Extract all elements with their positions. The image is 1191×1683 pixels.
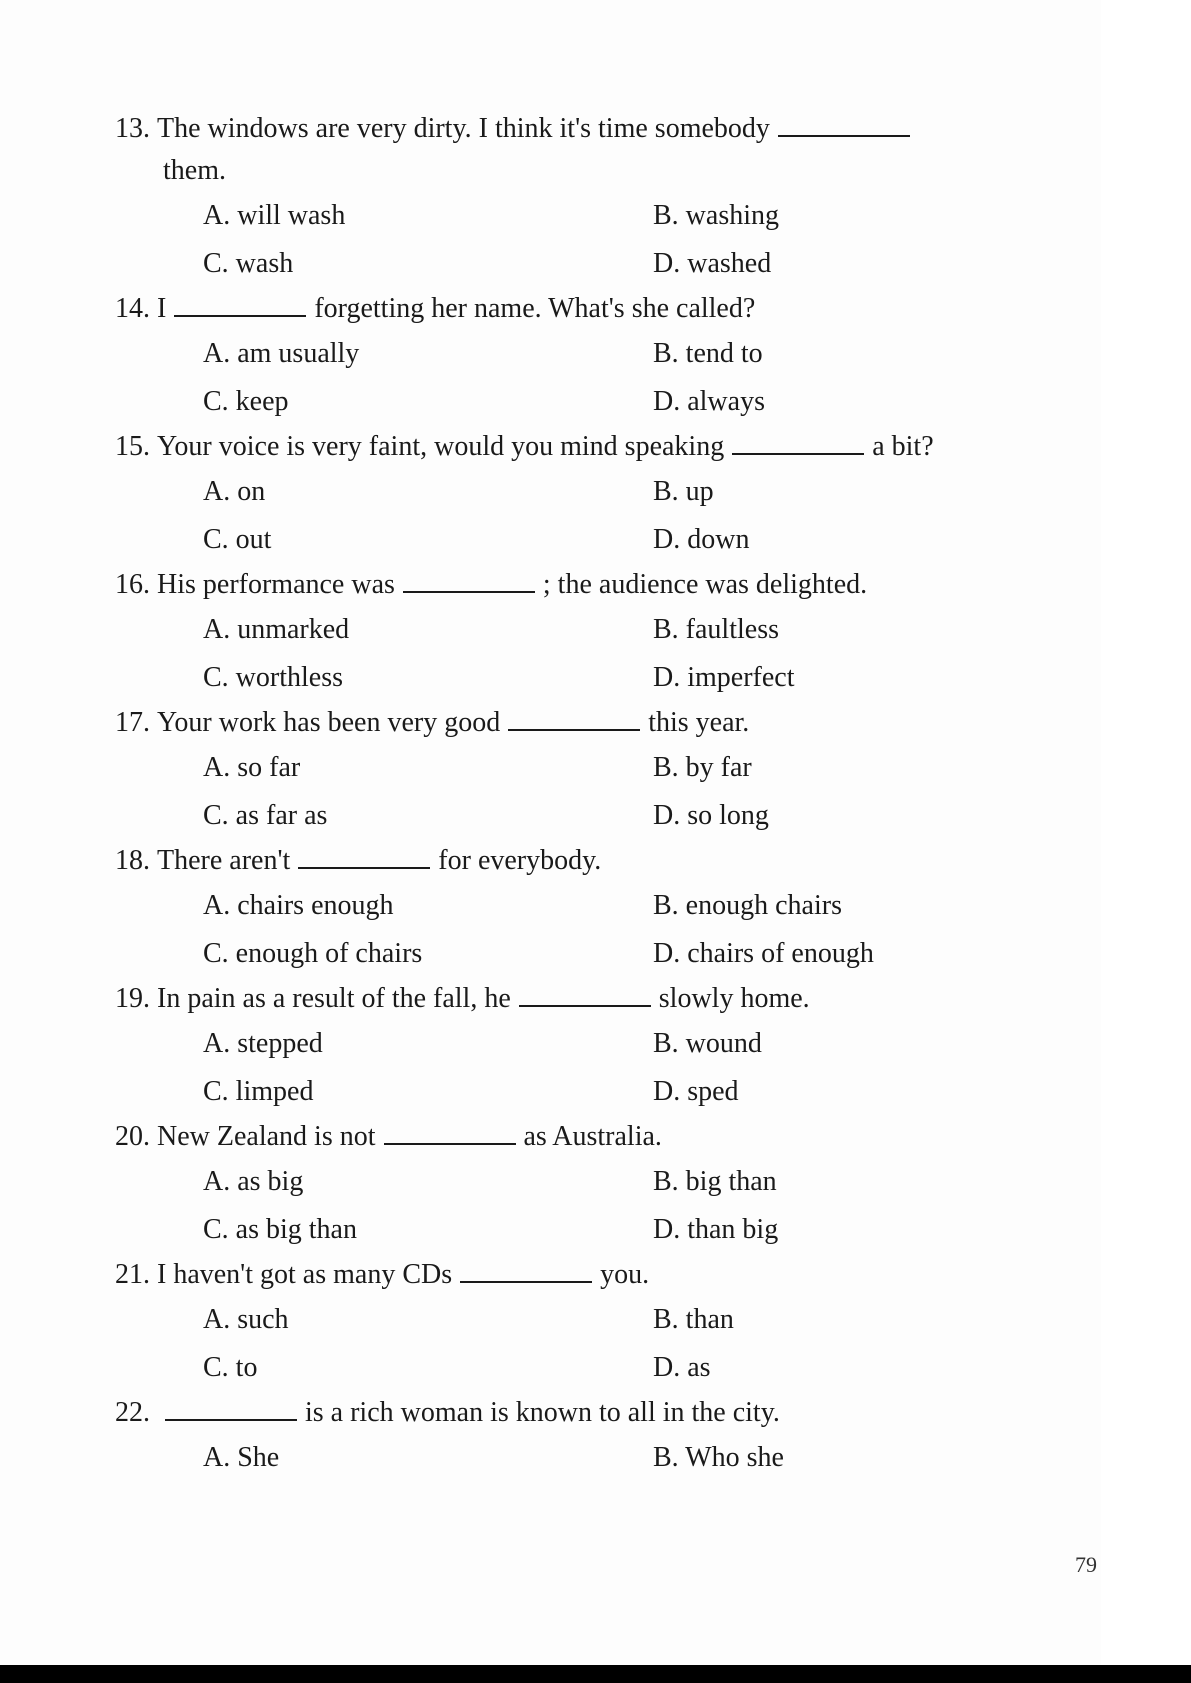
answer-option: A. such: [203, 1304, 289, 1335]
question-stem: [115, 426, 1095, 468]
question-item: [115, 426, 1095, 564]
answer-option: D. as: [653, 1352, 711, 1383]
question-item: [115, 1392, 1095, 1482]
answer-blank: [778, 115, 910, 137]
question-number: 17.: [115, 707, 150, 738]
answer-option: C. out: [203, 524, 272, 555]
question-text-continuation: them.: [163, 155, 226, 186]
answer-option: C. to: [203, 1352, 258, 1383]
answer-options: [115, 882, 1095, 978]
answer-option: B. faultless: [653, 614, 779, 645]
answer-options: [115, 1158, 1095, 1254]
answer-options: [115, 330, 1095, 426]
answer-blank: [519, 985, 651, 1007]
answer-options: [115, 1434, 1095, 1482]
answer-option: C. wash: [203, 248, 294, 279]
question-text-after-blank: for everybody.: [438, 845, 602, 876]
answer-blank: [165, 1399, 297, 1421]
answer-blank: [403, 571, 535, 593]
question-stem: [115, 288, 1095, 330]
question-number: 18.: [115, 845, 150, 876]
answer-option: C. limped: [203, 1076, 314, 1107]
question-item: [115, 978, 1095, 1116]
question-text-before-blank: Your voice is very faint, would you mind speaking: [157, 431, 725, 462]
question-text-after-blank: ; the audience was delighted.: [542, 569, 868, 600]
question-text-before-blank: There aren't: [157, 845, 291, 876]
question-text-before-blank: The windows are very dirty. I think it's time somebody: [157, 113, 770, 144]
question-number: 19.: [115, 983, 150, 1014]
answer-option: B. by far: [653, 752, 752, 783]
answer-option: D. sped: [653, 1076, 739, 1107]
question-list: [115, 108, 1095, 1482]
answer-options: [115, 744, 1095, 840]
question-text-before-blank: I haven't got as many CDs: [157, 1259, 453, 1290]
answer-options: [115, 1020, 1095, 1116]
question-text-after-blank: a bit?: [872, 431, 934, 462]
question-text-before-blank: I: [157, 293, 167, 324]
question-text-before-blank: Your work has been very good: [157, 707, 501, 738]
answer-option: B. washing: [653, 200, 779, 231]
answer-blank: [298, 847, 430, 869]
question-text-before-blank: In pain as a result of the fall, he: [157, 983, 511, 1014]
question-item: [115, 564, 1095, 702]
answer-option: B. Who she: [653, 1442, 784, 1473]
answer-option: B. wound: [653, 1028, 762, 1059]
answer-option: A. as big: [203, 1166, 304, 1197]
answer-options: [115, 606, 1095, 702]
answer-options: [115, 1296, 1095, 1392]
question-text-after-blank: slowly home.: [658, 983, 810, 1014]
question-text-after-blank: forgetting her name. What's she called?: [314, 293, 756, 324]
answer-option: C. as big than: [203, 1214, 357, 1245]
question-stem: [115, 564, 1095, 606]
answer-option: D. always: [653, 386, 765, 417]
question-item: [115, 288, 1095, 426]
answer-options: [115, 192, 1095, 288]
question-text-after-blank: is a rich woman is known to all in the city.: [305, 1397, 780, 1428]
answer-option: C. enough of chairs: [203, 938, 423, 969]
question-number: 15.: [115, 431, 150, 462]
answer-blank: [508, 709, 640, 731]
answer-option: C. keep: [203, 386, 289, 417]
question-item: [115, 702, 1095, 840]
answer-option: B. enough chairs: [653, 890, 842, 921]
question-stem: [115, 1392, 1095, 1434]
answer-blank: [174, 295, 306, 317]
question-item: [115, 108, 1095, 288]
answer-option: B. than: [653, 1304, 734, 1335]
question-number: 21.: [115, 1259, 150, 1290]
question-stem: [115, 978, 1095, 1020]
scan-bottom-edge: [0, 1665, 1191, 1683]
answer-option: D. chairs of enough: [653, 938, 874, 969]
answer-blank: [384, 1123, 516, 1145]
answer-blank: [732, 433, 864, 455]
question-text-before-blank: New Zealand is not: [157, 1121, 376, 1152]
answer-option: A. so far: [203, 752, 301, 783]
answer-option: B. up: [653, 476, 714, 507]
answer-option: D. down: [653, 524, 750, 555]
answer-option: B. tend to: [653, 338, 763, 369]
question-stem: [115, 702, 1095, 744]
answer-option: D. than big: [653, 1214, 779, 1245]
answer-option: C. as far as: [203, 800, 328, 831]
question-stem: [115, 1116, 1095, 1158]
question-stem: [115, 840, 1095, 882]
question-item: [115, 1254, 1095, 1392]
answer-option: D. so long: [653, 800, 769, 831]
answer-option: C. worthless: [203, 662, 343, 693]
question-number: 14.: [115, 293, 150, 324]
question-text-after-blank: this year.: [648, 707, 750, 738]
answer-option: D. imperfect: [653, 662, 795, 693]
question-number: 22.: [115, 1397, 150, 1428]
scan-margin: [1101, 0, 1191, 1683]
question-number: 20.: [115, 1121, 150, 1152]
question-text-after-blank: you.: [600, 1259, 650, 1290]
answer-option: A. will wash: [203, 200, 346, 231]
question-text-before-blank: His performance was: [157, 569, 395, 600]
question-item: [115, 840, 1095, 978]
page-number: 79: [1075, 1552, 1097, 1577]
answer-option: A. unmarked: [203, 614, 350, 645]
answer-option: A. She: [203, 1442, 280, 1473]
answer-options: [115, 468, 1095, 564]
question-stem: [115, 1254, 1095, 1296]
question-number: 16.: [115, 569, 150, 600]
question-stem: [115, 108, 1095, 150]
question-text-after-blank: as Australia.: [523, 1121, 662, 1152]
answer-option: A. on: [203, 476, 266, 507]
answer-option: A. am usually: [203, 338, 360, 369]
question-number: 13.: [115, 113, 150, 144]
answer-option: A. chairs enough: [203, 890, 394, 921]
answer-option: D. washed: [653, 248, 772, 279]
answer-blank: [460, 1261, 592, 1283]
answer-option: A. stepped: [203, 1028, 323, 1059]
question-item: [115, 1116, 1095, 1254]
answer-option: B. big than: [653, 1166, 777, 1197]
